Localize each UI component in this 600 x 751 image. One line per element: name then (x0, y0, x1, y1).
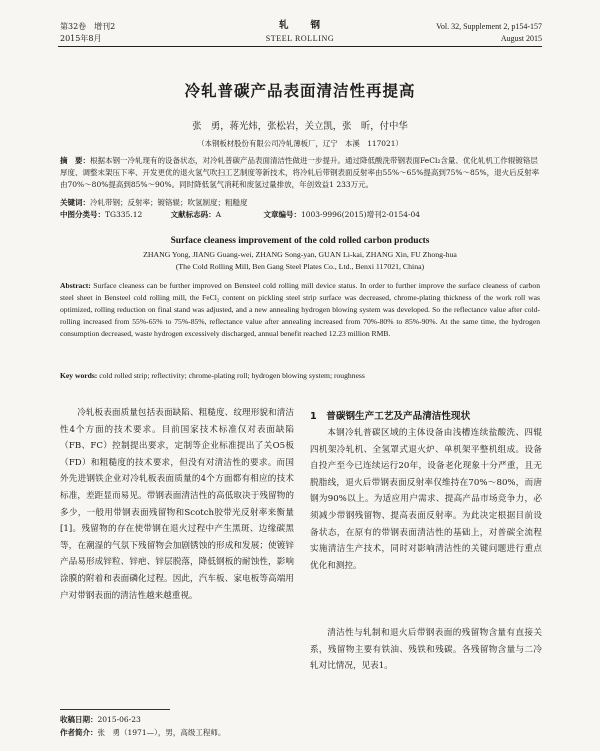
keywords-en (60, 370, 540, 382)
keywords-cn-text: 冷轧带钢；反射率；镀铬辊；吹氢制度；粗糙度 (90, 198, 248, 207)
authors-en: ZHANG Yong, JIANG Guang-wei, ZHANG Song-yan, GUAN Li-kai, ZHANG Xin, FU Zhong-hua (143, 250, 457, 259)
footnote-author (60, 727, 225, 738)
abstract-en (60, 280, 540, 340)
body-right-paragraph-1: 本钢冷轧普碳区域的主体设备由浅槽连续盐酸洗、四辊四机架冷轧机、全氢罩式退火炉、单机架平整机组成。设备自投产至今已连续运行20年，设备老化现象十分严重，且无脱脂线，退火后带钢表面反射率仅维持在70%～80%，而唐钢为90%以上。为适应用户需求、提高产品市场竞争力，必须减少带钢残留物、提高表面反射率。为此决定根据目前设备状态，在原有的带钢表面清洁性的基础上，对普碳全流程实施清洁生产技术，同时对影响清洁性的关键问题进行重点优化和测控。 (310, 428, 542, 571)
classification-line (60, 209, 540, 221)
journal-name-cn: 轧 钢 (278, 20, 321, 31)
journal-volume-en: Vol. 32, Supplement 2, p154-157 (436, 22, 542, 31)
clc-value: TG335.12 (105, 210, 143, 219)
abstract-en-label: Abstract: (60, 281, 91, 290)
keywords-en-text: cold rolled strip; reflectivity; chrome-plating roll; hydrogen blowing system; roughness (99, 371, 365, 380)
article-number-value: 1003-9996(2015)增刊2-0154-04 (300, 210, 421, 219)
affiliation-cn: （本钢板材股份有限公司冷轧薄板厂，辽宁 本溪 117021） (197, 139, 403, 148)
body-left-paragraph: 冷轧板表面质量包括表面缺陷、粗糙度、纹理形貌和清洁性4个方面的技术要求。目前国家技术标准仅对表面缺陷（FB、FC）控制提出要求，定制等企业标准提出了关O5板（FD）和粗糙度的技术要求，但没有对清洁性的要求。而国外先进钢铁企业对冷轧板表面质量的4个方面都有相应的技术标准，差距显而易见。带钢表面清洁性的高低取决于残留物的多少，一般用带钢表面残留物和Scotch胶带光反射率来衡量[1]。残留物的存在使带钢在退火过程中产生黑斑、边缘碳黑等，在潮湿的气氛下残留物会加剧锈蚀的形成和发展；使镀锌产品易形成锌粒、锌疤、锌层脱落，降低钢板的耐蚀性，影响涂膜的附着和表面磷化过程。因此，汽车板、家电板等高端用户对带钢表面的清洁性越来越重视。 (60, 408, 294, 601)
abstract-cn (60, 155, 540, 191)
author-bio-label: 作者简介： (60, 728, 98, 737)
journal-date-cn: 2015年8月 (60, 34, 102, 43)
author-bio: 张 勇（1971—），男，高级工程师。 (97, 728, 226, 737)
journal-date-en: August 2015 (500, 34, 542, 43)
keywords-en-label: Key words: (60, 371, 98, 380)
doc-code-label: 文献标志码： (170, 210, 216, 219)
journal-name-en: STEEL ROLLING (265, 34, 335, 43)
header-rule (58, 46, 542, 47)
abstract-cn-label: 摘 要： (60, 156, 90, 165)
keywords-cn-label: 关键词： (60, 198, 90, 207)
paper-title-en: Surface cleaness improvement of the cold rolled carbon products (170, 236, 430, 246)
paper-title-cn: 冷轧普碳产品表面清洁性再提高 (184, 82, 416, 100)
clc-label: 中图分类号： (60, 210, 105, 219)
section-heading-1: 1 普碳钢生产工艺及产品清洁性现状 (310, 411, 471, 422)
keywords-cn (60, 197, 540, 209)
received-label: 收稿日期： (60, 715, 98, 724)
abstract-cn-text: 根据本钢一冷轧现有的设备状态，对冷轧普碳产品表面清洁性做进一步提升。通过降低酸洗带钢表面FeCl₂含量、优化轧机工作辊镀铬层厚度、调整末架压下率、开发更优的退火氢气吹扫工艺制度等新技术，将冷轧后带钢表面反射率由55%～65%提高到75%～85%，退火后反射率由70%～80%提高到85%～90%。同时降低氢气消耗和废氢过量排放，年创效益1 233万元。 (60, 156, 540, 189)
abstract-en-text: Surface cleaness can be further improved on Bensteel cold rolling mill device status. In order to further improve the surface cleaness of carbon steel sheet in Bensteel cold rolling mill, the FeCl₂ content on pickling steel strip surface was decreased, chrome-plating thickness of the work roll was optimized, rolling reduction on final stand was adjusted, and a new annealing hydrogen blowing system was developed. So the reflectance value after cold-rolling increased from 55%-65% to 75%-85%, reflectance value after annealing increased from 70%-80% to 85%-90%. At the same time, the hydrogen consumption decreased, waste hydrogen excessively discharged, annual benefit reached 12.23 million RMB. (60, 281, 540, 338)
footnote-received (60, 714, 141, 725)
footnote-rule (60, 709, 170, 710)
doc-code-value: A (215, 210, 222, 219)
article-number-label: 文章编号： (263, 210, 301, 219)
affiliation-en: (The Cold Rolling Mill, Ben Gang Steel Plates Co., Ltd., Benxi 117021, China) (175, 262, 425, 271)
body-right-paragraph-2: 清洁性与轧制和退火后带钢表面的残留物含量有直接关系，残留物主要有铁油、残铁和残碳。各残留物含量与二冷轧对比情况，见表1。 (310, 628, 542, 672)
journal-volume-cn: 第32卷 增刊2 (60, 22, 116, 31)
received-date: 2015-06-23 (97, 715, 141, 724)
authors-cn: 张 勇，蒋光炜，张松岩，关立凯，张 昕，付中华 (192, 121, 408, 132)
